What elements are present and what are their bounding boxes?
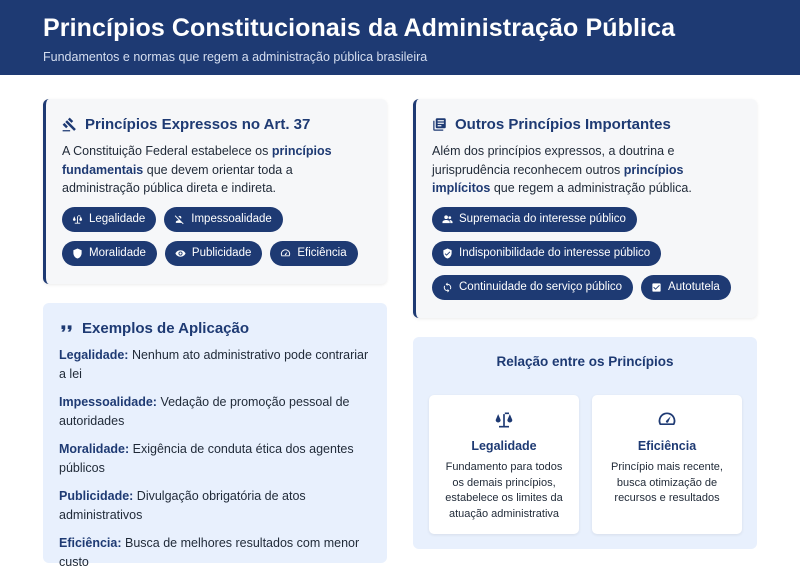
- pill-moralidade[interactable]: Moralidade: [62, 241, 157, 266]
- page-subtitle: Fundamentos e normas que regem a administração pública brasileira: [43, 50, 428, 64]
- relacao-card-eficiencia-desc: Princípio mais recente, busca otimização de recursos e resultados: [611, 461, 723, 504]
- exemplo-eficiencia: Eficiência: Busca de melhores resultados com menor custo: [59, 536, 360, 569]
- outros-principios-pills: [432, 207, 741, 300]
- pill-supremacia[interactable]: Supremacia do interesse público: [432, 207, 637, 232]
- scale-icon: [72, 214, 83, 225]
- relacao-card-eficiencia: [592, 395, 742, 534]
- gavel-icon: [62, 117, 77, 132]
- gauge-icon: [657, 410, 677, 430]
- outros-principios-text: Além dos princípios expressos, a doutrina e jurisprudência reconhecem outros princípios implícitos que regem a administração pública.: [432, 144, 692, 195]
- outros-principios-card: [413, 99, 757, 318]
- exemplo-impessoalidade: Impessoalidade: Vedação de promoção pessoal de autoridades: [59, 395, 350, 428]
- principios-expressos-title: Princípios Expressos no Art. 37: [62, 116, 371, 133]
- pill-impessoalidade[interactable]: Impessoalidade: [164, 207, 283, 232]
- pill-indisponibilidade[interactable]: Indisponibilidade do interesse público: [432, 241, 661, 266]
- people-icon: [442, 214, 453, 225]
- gauge-icon: [280, 248, 291, 259]
- relacao-card-legalidade-desc: Fundamento para todos os demais princípios, estabelece os limites da atuação administrativa: [445, 461, 563, 520]
- relacao-principios-card: [413, 337, 757, 549]
- exemplo-legalidade: Legalidade: Nenhum ato administrativo pode contrariar a lei: [59, 348, 369, 381]
- eye-icon: [175, 248, 186, 259]
- pill-publicidade[interactable]: Publicidade: [165, 241, 262, 266]
- relacao-principios-title: Relação entre os Princípios: [496, 354, 674, 369]
- exemplo-publicidade: Publicidade: Divulgação obrigatória de atos administrativos: [59, 489, 306, 522]
- page-title: Princípios Constitucionais da Administração Pública: [43, 14, 676, 42]
- scale-icon: [494, 410, 514, 430]
- pill-continuidade[interactable]: Continuidade do serviço público: [432, 275, 633, 300]
- principios-expressos-pills: [62, 207, 371, 266]
- shield-icon: [72, 248, 83, 259]
- pill-legalidade[interactable]: Legalidade: [62, 207, 156, 232]
- pill-autotutela[interactable]: Autotutela: [641, 275, 731, 300]
- relacao-card-eficiencia-title: Eficiência: [637, 439, 697, 453]
- shield-check-icon: [442, 248, 453, 259]
- relacao-card-legalidade-title: Legalidade: [471, 439, 537, 453]
- page-header: [0, 0, 800, 75]
- pill-eficiencia[interactable]: Eficiência: [270, 241, 357, 266]
- checkbox-icon: [651, 282, 662, 293]
- exemplo-moralidade: Moralidade: Exigência de conduta ética dos agentes públicos: [59, 442, 354, 475]
- refresh-icon: [442, 282, 453, 293]
- books-icon: [432, 117, 447, 132]
- exemplos-aplicacao-card: [43, 303, 387, 569]
- exemplos-aplicacao-title: Exemplos de Aplicação: [59, 320, 371, 337]
- principios-expressos-card: [43, 99, 387, 284]
- relacao-card-legalidade: [429, 395, 579, 534]
- person-off-icon: [174, 214, 185, 225]
- principios-expressos-text: A Constituição Federal estabelece os princípios fundamentais que devem orientar toda a administração pública direta e indireta.: [62, 144, 332, 195]
- quote-icon: [59, 321, 74, 336]
- outros-principios-title: Outros Princípios Importantes: [432, 116, 741, 133]
